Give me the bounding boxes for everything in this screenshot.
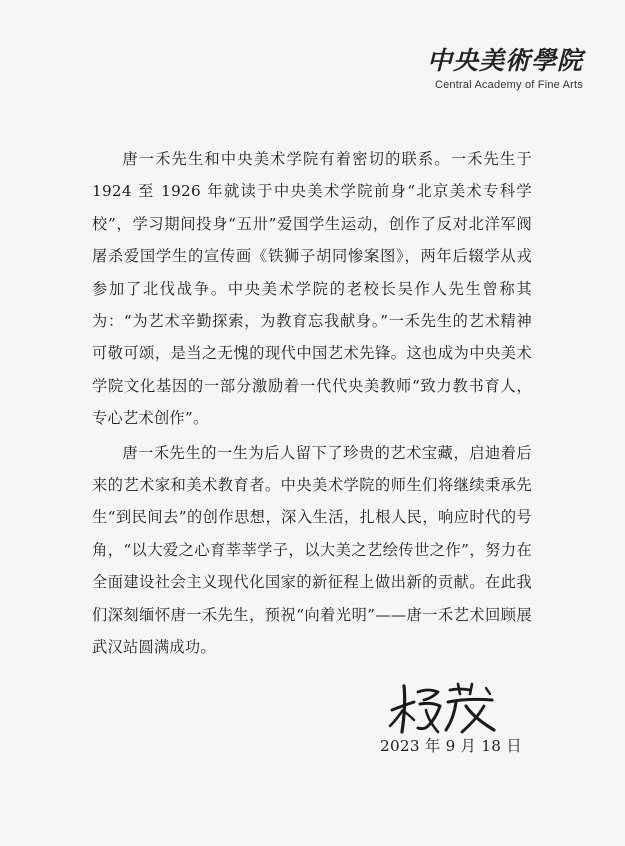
letterhead xyxy=(423,46,583,91)
handwritten-signature xyxy=(388,680,498,736)
letter-date: 2023 年 9 月 18 日 xyxy=(380,737,522,755)
paragraph-2: 唐一禾先生的一生为后人留下了珍贵的艺术宝藏，启迪着后来的艺术家和美术教育者。中央美术学院的师生们将继续秉承先生“到民间去”的创作思想，深入生活，扎根人民，响应时代的号角，“以大爱之心育莘莘学子，以大美之艺绘传世之作”，努力在全面建设社会主义现代化国家的新征程上做出新的贡献。在此我们深刻缅怀唐一禾先生，预祝“向着光明”——唐一禾艺术回顾展武汉站圆满成功。 xyxy=(92,443,532,657)
paragraph-1: 唐一禾先生和中央美术学院有着密切的联系。一禾先生于 1924 至 1926 年就读于中央美术学院前身“北京美术专科学校”，学习期间投身“五卅”爱国学生运动，创作了反对北洋军阀屠杀爱国学生的宣传画《铁狮子胡同惨案图》，两年后辍学从戎参加了北伐战争。中央美术学院的老校长吴作人先生曾称其为：“为艺术辛勤探索，为教育忘我献身。”一禾先生的艺术精神可敬可颂，是当之无愧的现代中国艺术先锋。这也成为中央美术学院文化基因的一部分激励着一代代央美教师“致力教书育人，专心艺术创作”。 xyxy=(92,150,532,428)
signature-text: 杨茂 xyxy=(388,680,390,681)
academy-logo-english: Central Academy of Fine Arts xyxy=(434,79,583,91)
letter-body xyxy=(92,143,532,664)
academy-logo-chinese: 中央美術學院 xyxy=(426,46,583,75)
